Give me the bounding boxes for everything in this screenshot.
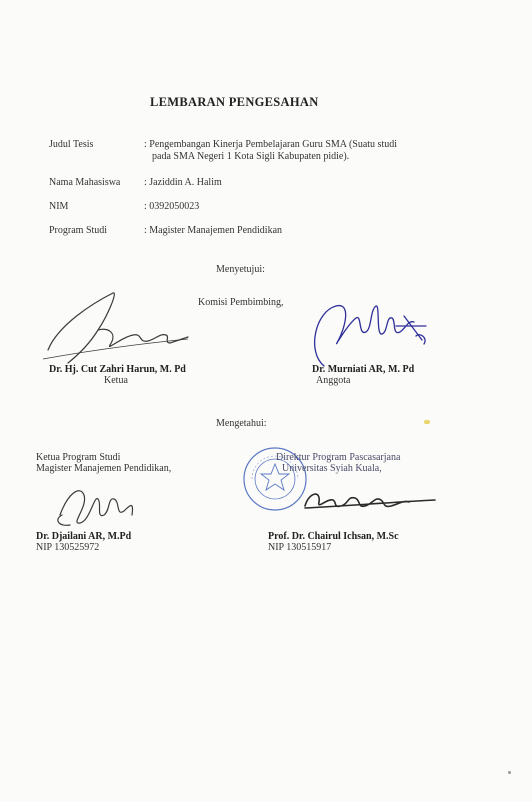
official-nip: NIP 130515917 xyxy=(268,542,332,553)
komisi-label: Komisi Pembimbing, xyxy=(198,297,284,308)
mengetahui-label: Mengetahui: xyxy=(216,418,267,429)
field-value: : Pengembangan Kinerja Pembelajaran Guru SMA (Suatu studi xyxy=(144,139,398,150)
official-direktur-title xyxy=(276,452,400,474)
supervisor-role: Anggota xyxy=(316,375,351,386)
signature-ketua-prodi xyxy=(50,475,140,535)
signature-ketua xyxy=(38,285,198,375)
field-value: : 0392050023 xyxy=(144,201,200,212)
official-name: Dr. Djailani AR, M.Pd xyxy=(36,531,132,542)
official-nip: NIP 130525972 xyxy=(36,542,100,553)
field-label: NIM xyxy=(49,201,69,212)
page-title: LEMBARAN PENGESAHAN xyxy=(150,95,319,109)
field-value: : Jaziddin A. Halim xyxy=(144,177,222,188)
official-ketua-prodi xyxy=(36,531,131,553)
official-ketua-prodi-title xyxy=(36,452,171,474)
official-direktur xyxy=(268,531,399,553)
field-label: Program Studi xyxy=(49,225,108,236)
official-title-line1: Ketua Program Studi xyxy=(36,452,121,463)
official-name: Prof. Dr. Chairul Ichsan, M.Sc xyxy=(268,531,399,542)
field-value: : Magister Manajemen Pendidikan xyxy=(144,225,283,236)
signature-direktur xyxy=(285,478,445,518)
field-label: Nama Mahasiswa xyxy=(49,177,121,188)
official-title-line2: Magister Manajemen Pendidikan, xyxy=(36,463,172,474)
official-title-line2: Universitas Syiah Kuala, xyxy=(282,463,382,474)
supervisor-anggota xyxy=(312,364,414,386)
ink-speck xyxy=(508,771,511,774)
ink-speck xyxy=(424,420,430,424)
menyetujui-label: Menyetujui: xyxy=(216,264,265,275)
official-title-line1: Direktur Program Pascasarjana xyxy=(276,452,401,463)
supervisor-role: Ketua xyxy=(104,375,128,386)
field-label: Judul Tesis xyxy=(49,139,94,150)
supervisor-name: Dr. Hj. Cut Zahri Harun, M. Pd xyxy=(49,364,186,375)
field-value-continued: pada SMA Negeri 1 Kota Sigli Kabupaten pidie). xyxy=(152,151,350,162)
supervisor-name: Dr. Murniati AR, M. Pd xyxy=(312,364,415,375)
supervisor-ketua xyxy=(49,364,186,386)
